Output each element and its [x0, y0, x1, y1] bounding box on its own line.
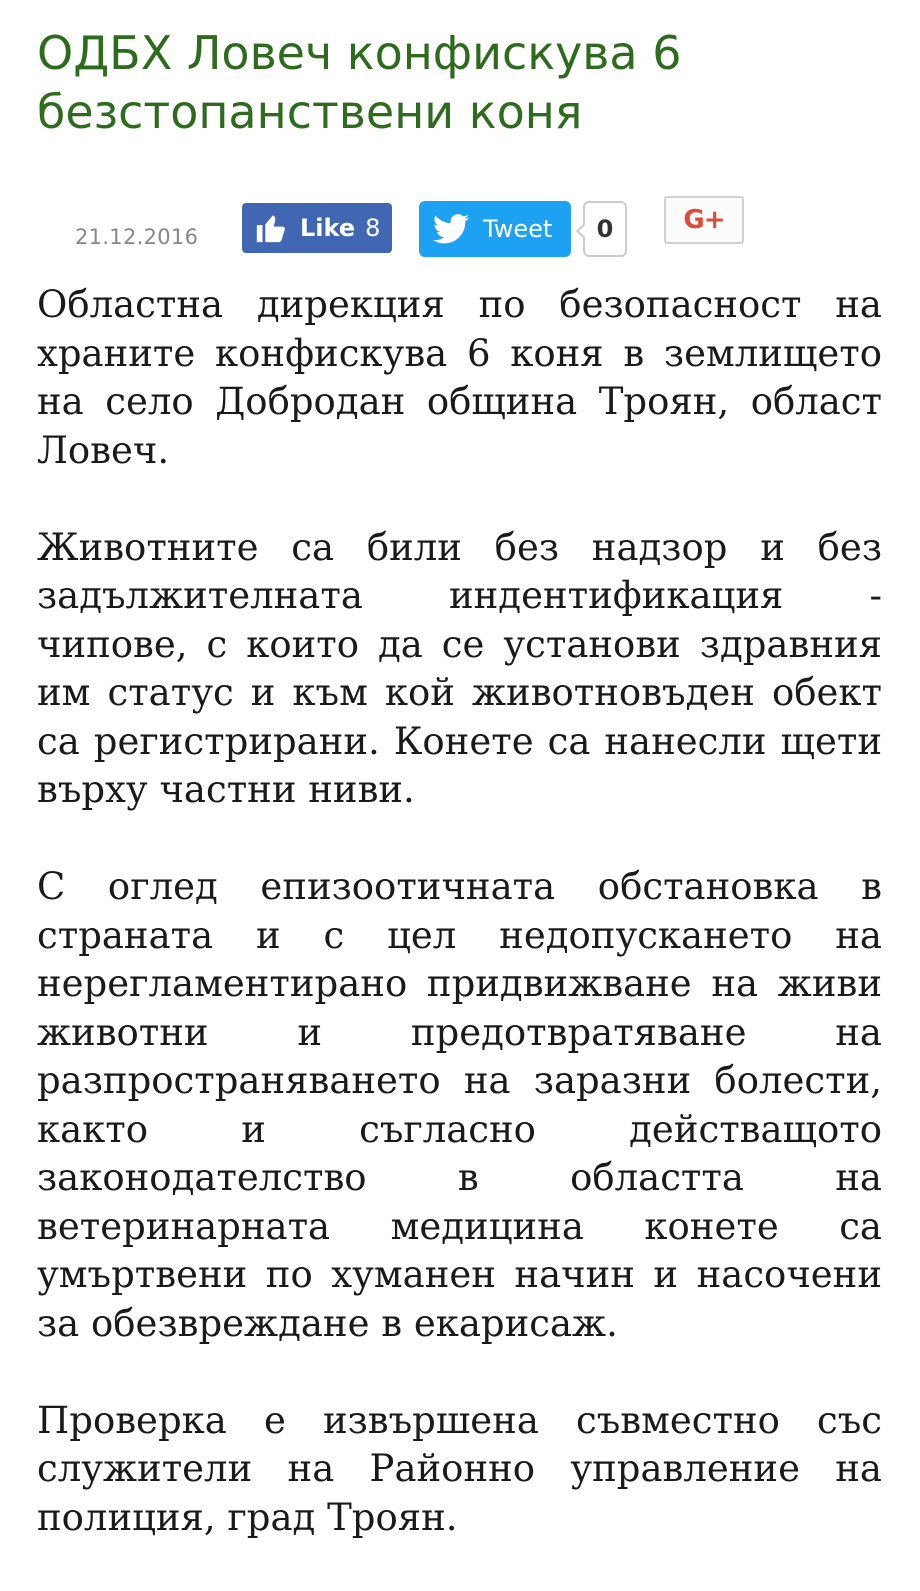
facebook-like-count: 8: [365, 214, 381, 242]
tweet-count-bubble: 0: [583, 201, 627, 257]
tweet-label: Tweet: [483, 215, 553, 243]
article-paragraph: Проверка е извършена съвместно със служители на Районно управление на полиция, град Троян.: [37, 1398, 882, 1539]
thumbs-up-icon: [254, 211, 288, 245]
twitter-bird-icon: [433, 214, 469, 244]
article-meta-row: [0, 190, 920, 270]
facebook-like-label: Like: [300, 214, 356, 242]
article-title: ОДБХ Ловеч конфискува 6 безстопанствени коня: [37, 26, 682, 139]
article-date: 21.12.2016: [75, 225, 199, 249]
article-paragraph: Животните са били без надзор и без задължителната индентификация - чипове, с които да се установи здравния им статус и към кой животновъден обект са регистрирани. Конете са нанесли щети върху частни ниви.: [37, 525, 882, 811]
article-paragraph: Областна дирекция по безопасност на храните конфискува 6 коня в землището на село Добродан община Троян, област Ловеч.: [37, 283, 882, 472]
facebook-like-button[interactable]: [242, 203, 392, 253]
google-plus-button[interactable]: [664, 196, 744, 244]
tweet-button[interactable]: [419, 201, 571, 257]
article-body: [37, 281, 882, 1591]
google-plus-icon: G+: [683, 205, 725, 235]
article-paragraph: С оглед епизоотичната обстановка в страната и с цел недопускането на нерегламентирано придвижване на живи животни и предотвратяване на разпространяването на заразни болести, както и съгласно действащото законодателство в областта на ветеринарната медицина конете са умъртвени по хуманен начин и насочени за обезвреждане в екарисаж.: [37, 865, 882, 1345]
